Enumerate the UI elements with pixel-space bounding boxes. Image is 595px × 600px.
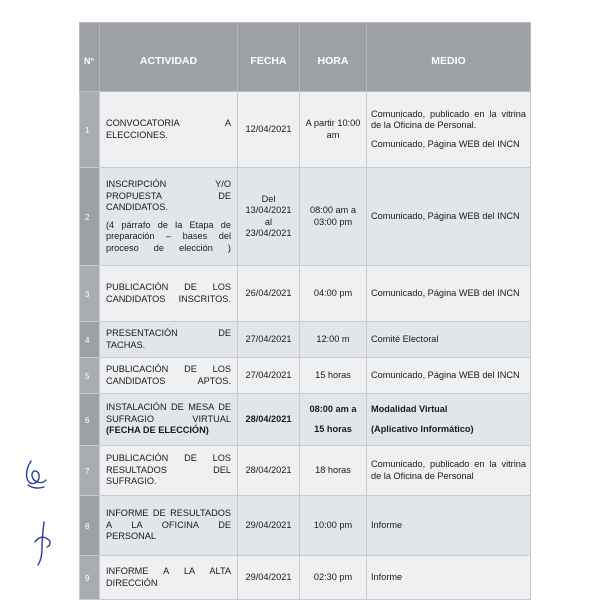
row-medium: Comunicado, Página WEB del INCN: [367, 266, 531, 322]
row-activity: CONVOCATORIA A ELECCIONES.: [100, 92, 238, 168]
row-time-line-1: 08:00 am a: [309, 403, 357, 414]
row-number: 6: [80, 394, 100, 446]
row-number: 4: [80, 322, 100, 358]
table-row: [80, 496, 531, 556]
row-medium: Comunicado, Página WEB del INCN: [367, 358, 531, 394]
row-number: 3: [80, 266, 100, 322]
row-time: 10:00 pm: [300, 496, 367, 556]
row-activity: [100, 394, 238, 446]
row-activity: [100, 168, 238, 266]
row-number: 1: [80, 92, 100, 168]
row-activity-bold: (FECHA DE ELECCIÓN): [106, 425, 209, 436]
row-activity: INFORME DE RESULTADOS A LA OFICINA DE PERSONAL: [100, 496, 238, 556]
row-date: 28/04/2021: [238, 446, 300, 496]
row-medium-text-2: (Aplicativo Informático): [371, 424, 474, 434]
row-time: 18 horas: [300, 446, 367, 496]
row-date: 12/04/2021: [238, 92, 300, 168]
table-row: [80, 92, 531, 168]
row-activity: PRESENTACIÓN DE TACHAS.: [100, 322, 238, 358]
row-number: 8: [80, 496, 100, 556]
table-row: [80, 446, 531, 496]
row-date: 29/04/2021: [238, 496, 300, 556]
row-time-line-2: 15 horas: [314, 424, 352, 434]
row-number: 7: [80, 446, 100, 496]
row-date: 28/04/2021: [238, 394, 300, 446]
row-activity: PUBLICACIÓN DE LOS RESULTADOS DEL SUFRAGIO.: [100, 446, 238, 496]
row-time: [300, 394, 367, 446]
table-row: [80, 394, 531, 446]
row-medium: Comité Electoral: [367, 322, 531, 358]
row-time: 08:00 am a 03:00 pm: [300, 168, 367, 266]
row-activity: INFORME A LA ALTA DIRECCIÓN: [100, 556, 238, 600]
row-date: 29/04/2021: [238, 556, 300, 600]
header-activity: ACTIVIDAD: [100, 23, 238, 92]
election-schedule-table: [79, 22, 531, 600]
header-medium: MEDIO: [367, 23, 531, 92]
handwritten-initials-mark: [22, 455, 52, 495]
row-medium: Comunicado, publicado en la vitrina de la Oficina de Personal: [367, 446, 531, 496]
header-time: HORA: [300, 23, 367, 92]
row-medium: Informe: [367, 556, 531, 600]
row-number: 5: [80, 358, 100, 394]
row-medium: [367, 394, 531, 446]
row-medium-text: Modalidad Virtual: [371, 403, 448, 414]
row-activity-text: INSCRIPCIÓN Y/O PROPUESTA DE CANDIDATOS.: [106, 179, 231, 212]
row-activity-text: INSTALACIÓN DE MESA DE SUFRAGIO VIRTUAL: [106, 402, 231, 424]
table-row: [80, 322, 531, 358]
row-date: Del 13/04/2021 al 23/04/2021: [238, 168, 300, 266]
header-number: N°: [80, 23, 100, 92]
handwritten-signature-mark: [30, 518, 56, 568]
row-time: 02:30 pm: [300, 556, 367, 600]
row-activity: PUBLICACIÓN DE LOS CANDIDATOS APTOS.: [100, 358, 238, 394]
row-time: A partir 10:00 am: [300, 92, 367, 168]
row-time: 12:00 m: [300, 322, 367, 358]
row-number: 9: [80, 556, 100, 600]
row-medium: Informe: [367, 496, 531, 556]
row-date: 27/04/2021: [238, 322, 300, 358]
row-medium-text: Comunicado, publicado en la vitrina de la Oficina de Personal.: [371, 108, 526, 131]
table-row: [80, 266, 531, 322]
row-time: 04:00 pm: [300, 266, 367, 322]
row-date: 27/04/2021: [238, 358, 300, 394]
table-row: [80, 168, 531, 266]
row-time: 15 horas: [300, 358, 367, 394]
row-number: 2: [80, 168, 100, 266]
row-medium-text-2: Comunicado, Página WEB del INCN: [371, 138, 520, 149]
table-row: [80, 556, 531, 600]
row-activity: PUBLICACIÓN DE LOS CANDIDATOS INSCRITOS.: [100, 266, 238, 322]
row-activity-note: (4 párrafo de la Etapa de preparación – bases del proceso de elección ): [106, 219, 231, 253]
row-date: 26/04/2021: [238, 266, 300, 322]
table-row: [80, 358, 531, 394]
header-date: FECHA: [238, 23, 300, 92]
row-medium: Comunicado, Página WEB del INCN: [367, 168, 531, 266]
row-medium: [367, 92, 531, 168]
table-header-row: [80, 23, 531, 92]
